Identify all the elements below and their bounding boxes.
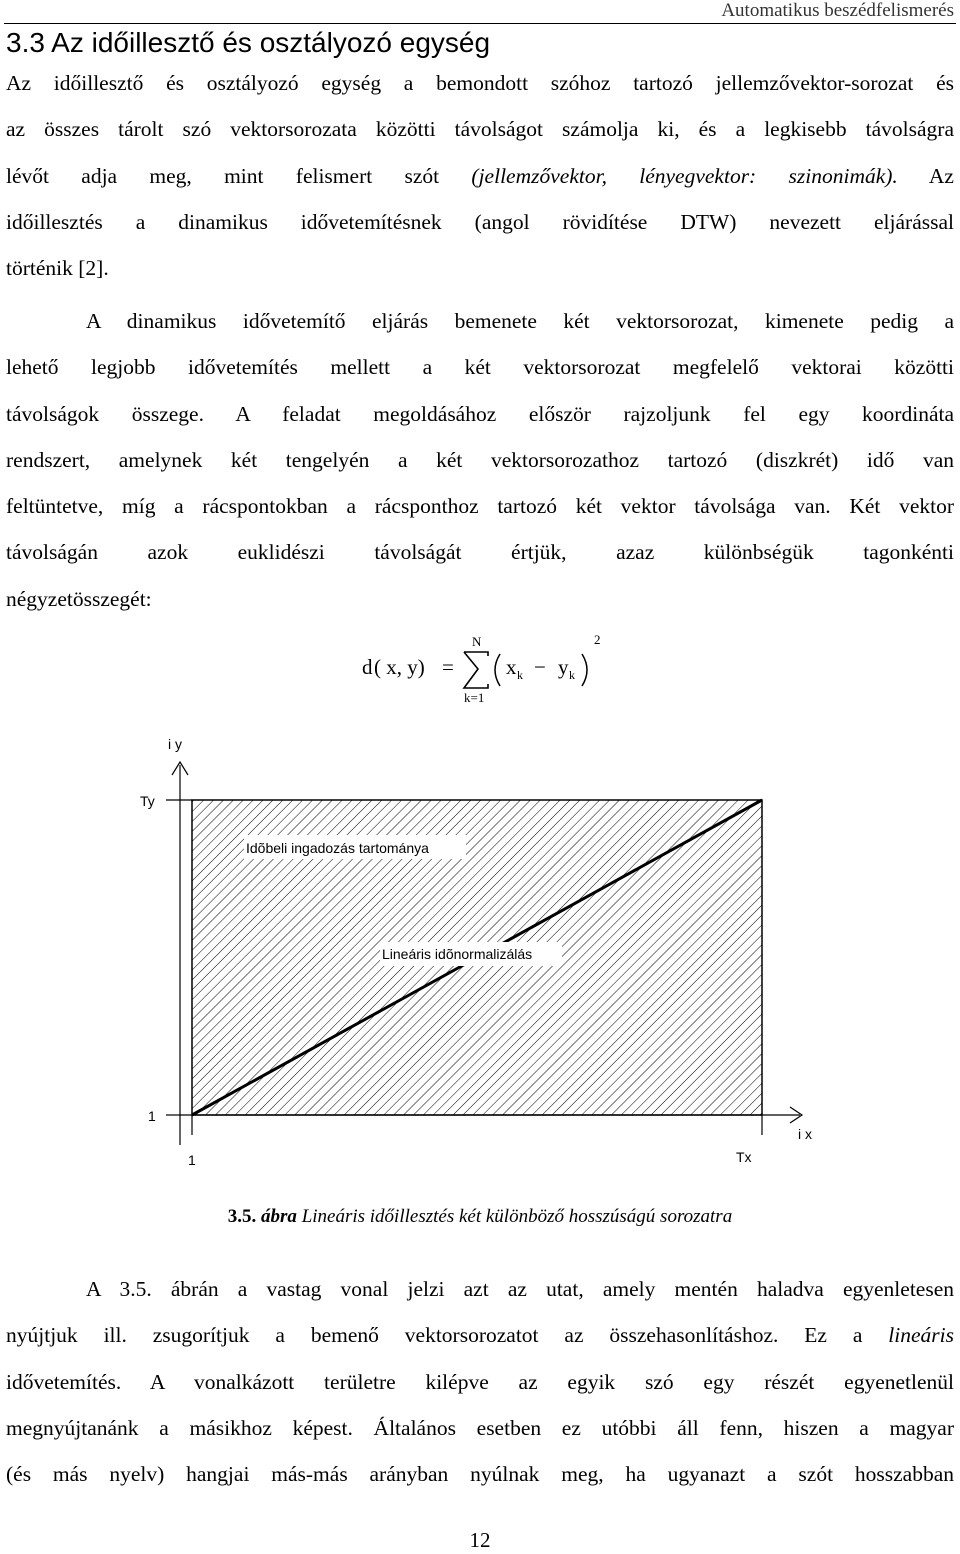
line-label: Lineáris idõnormalizálás — [382, 946, 533, 962]
paragraph-line: A dinamikus idővetemítő eljárás bemenete két vektorsorozat, kimenete pedig a — [86, 309, 954, 333]
text-run: Az — [897, 163, 954, 188]
paragraph-line: történik [2]. — [6, 256, 109, 281]
paragraph-2 — [6, 298, 954, 622]
paragraph-line: rendszert, amelynek két tengelyén a két vektorsorozathoz tartozó (diszkrét) idő van — [6, 447, 954, 472]
sum-symbol — [464, 652, 488, 688]
x-axis-label: i x — [798, 1126, 812, 1142]
section-title: 3.3 Az időillesztő és osztályozó egység — [6, 27, 491, 58]
formula-term-y: y — [558, 655, 569, 679]
header-rule — [4, 23, 956, 24]
formula-args: ( x, y) — [374, 655, 425, 679]
paragraph-line: idővetemítés. A vonalkázott területre kilépve az egyik szó egy részét egyenetlenül — [6, 1369, 954, 1394]
page-number: 12 — [469, 1528, 491, 1552]
paragraph-line: (és más nyelv) hangjai más-más arányban nyúlnak meg, ha ugyanazt a szót hosszabban — [6, 1462, 954, 1487]
paragraph-1 — [6, 60, 954, 291]
paragraph-3 — [6, 1266, 954, 1497]
close-paren — [582, 654, 587, 686]
y-tick-1-label: 1 — [148, 1108, 156, 1124]
x-tick-1-label: 1 — [188, 1152, 196, 1168]
paragraph-line: A 3.5. ábrán a vastag vonal jelzi azt az utat, amely mentén haladva egyenletesen — [86, 1277, 954, 1301]
paragraph-line: megnyújtanánk a másikhoz képest. Általános esetben ez utóbbi áll fenn, hiszen a magyar — [6, 1415, 954, 1440]
formula-minus: − — [534, 655, 546, 679]
formula-sub-x: k — [517, 668, 523, 682]
paragraph-line: az összes tárolt szó vektorsorozata közötti távolságot számolja ki, és a legkisebb távolságra — [6, 117, 954, 142]
running-header: Automatikus beszédfelismerés — [721, 0, 954, 21]
paragraph-line: lehető legjobb idővetemítés mellett a két vektorsorozat megfelelő vektorai közötti — [6, 355, 954, 380]
formula-lhs: d — [362, 655, 373, 679]
italic-run: (jellemzővektor, lényegvektor: szinonimák). — [471, 163, 898, 188]
band-label: Idõbeli ingadozás tartománya — [246, 840, 429, 856]
paragraph-line: távolságán azok euklidészi távolságát értjük, azaz különbségük tagonkénti — [6, 540, 954, 565]
paragraph-line: távolságok összege. A feladat megoldásához először rajzoljunk fel egy koordináta — [6, 401, 954, 426]
paragraph-line: feltüntetve, míg a rácspontokban a rácsponthoz tartozó két vektor távolsága van. Két vektor — [6, 494, 954, 519]
paragraph-line: négyzetösszegét: — [6, 586, 152, 611]
open-paren — [495, 654, 500, 686]
paragraph-line: Az időillesztő és osztályozó egység a bemondott szóhoz tartozó jellemzővektor-sorozat és — [6, 71, 954, 95]
caption-text: Lineáris időillesztés két különböző hosszúságú sorozatra — [301, 1206, 733, 1227]
formula-lower-limit: k=1 — [464, 690, 485, 705]
formula-upper-limit: N — [472, 634, 482, 649]
figure-caption — [0, 1206, 960, 1228]
caption-word: ábra — [261, 1206, 297, 1227]
paragraph-line — [6, 153, 954, 199]
italic-run: lineáris — [888, 1323, 954, 1348]
formula-term-x: x — [506, 655, 517, 679]
paragraph-line — [6, 1312, 954, 1358]
text-run: nyújtjuk ill. zsugorítjuk a bemenő vektorsorozatot az összehasonlításhoz. Ez a — [6, 1323, 889, 1348]
text-run: lévőt adja meg, mint felismert szót — [6, 163, 472, 188]
dtw-figure — [120, 725, 840, 1175]
y-axis-label: i y — [168, 736, 182, 752]
paragraph-line: időillesztés a dinamikus idővetemítésnek (angol rövidítése DTW) nevezett eljárással — [6, 209, 954, 234]
tx-label: Tx — [736, 1149, 752, 1165]
caption-number: 3.5. — [227, 1206, 257, 1227]
distance-formula — [360, 632, 620, 712]
formula-equals: = — [442, 655, 454, 679]
formula-exponent: 2 — [594, 632, 601, 647]
ty-label: Ty — [140, 793, 155, 809]
formula-sub-y: k — [569, 668, 575, 682]
